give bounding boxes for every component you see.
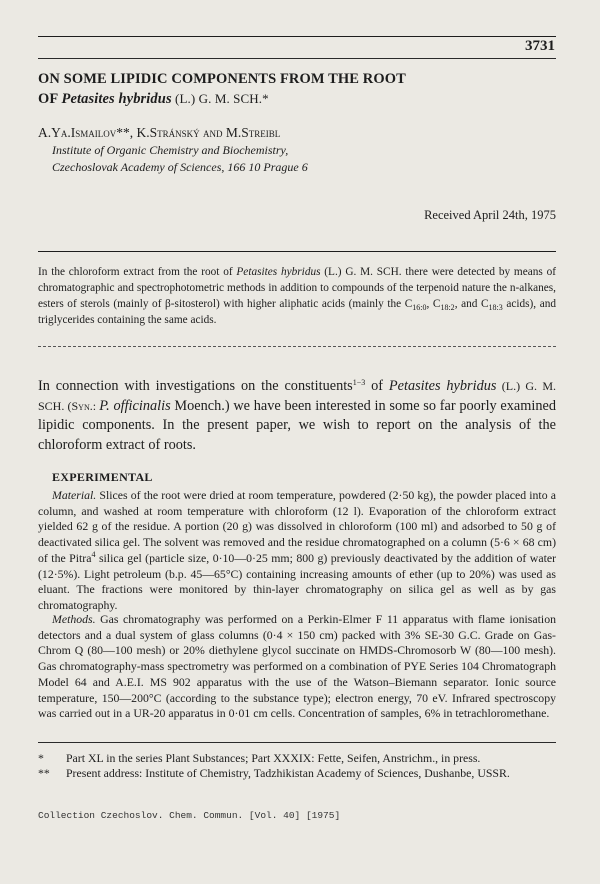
material-paragraph <box>38 488 556 614</box>
affiliation <box>52 142 308 176</box>
section-heading-experimental: EXPERIMENTAL <box>52 470 153 484</box>
abstract-text-5: acids), and triglycerides containing the same acids. <box>38 298 557 326</box>
abstract-text-3: , C <box>426 298 441 310</box>
footnote-2 <box>38 765 556 781</box>
intro-text-4: Moench.) we have been interested in some so far poorly examined lipidic components. In the present paper, we wish to report on the analysis of the chloroform extract of roots. <box>38 397 557 453</box>
affiliation-line-1: Institute of Organic Chemistry and Biochemistry, <box>52 143 289 157</box>
material-text-2: silica gel (particle size, 0·10—0·25 mm; 800 g) previously deactivated by the addition of water (12·5%). Light petroleum (b.p. 45—65°C) containing increasing amounts of ether (up to 20%) was used as eluant. The fractions were monitored by thin-layer chromatography on silica gel as well as by gas chromatography. <box>38 550 557 612</box>
material-label: Material. <box>52 488 97 502</box>
abstract-sub-3: 18:3 <box>488 303 503 312</box>
material-text-1: Slices of the root were dried at room temperature, powdered (2·50 kg), the powder placed into a column, and washed at room temperature with chloroform (12 l). Evaporation of the chloroform extract yielded 62 g of the residue. A portion (20 g) was dissolved in chloroform (100 ml) and adsorbed to 50 g of deactivated silica gel. The solvent was removed and the residue chromatographed on a column (5·6 × 68 cm) of the Pitra <box>38 488 556 565</box>
abstract-species: Petasites hybridus <box>236 266 321 278</box>
abstract-text-2: (L.) G. M. SCH. there were detected by means of chromatographic and spectrophotometric methods in addition to compounds of the terpenoid nature the n-alkanes, esters of sterols (mainly of β-sitosterol) with higher aliphatic acids (mainly the C <box>38 266 556 310</box>
abstract-text-4: , and C <box>454 298 489 310</box>
introduction <box>38 377 556 455</box>
title-species: Petasites hybridus <box>61 91 172 107</box>
abstract-text-1: In the chloroform extract from the root of <box>38 266 237 278</box>
material-reference: 4 <box>91 549 96 559</box>
footnote-2-text: Present address: Institute of Chemistry, Tadzhikistan Academy of Sciences, Dushanbe, USSR. <box>66 766 510 780</box>
article-title <box>38 70 558 109</box>
footnote-rule <box>38 742 556 743</box>
title-line-2 <box>38 89 558 109</box>
intro-text-1: In connection with investigations on the constituents <box>38 378 353 394</box>
footnote-2-mark: ** <box>38 766 50 780</box>
footnote-1 <box>38 750 556 766</box>
intro-synonym: P. officinalis <box>99 397 171 414</box>
top-rule <box>38 36 556 37</box>
abstract <box>38 264 556 328</box>
intro-text-2: of <box>365 378 389 394</box>
title-prefix: OF <box>38 91 62 107</box>
author-list: A.Ya.Ismailov**, K.Stránský and M.Streibl <box>38 125 281 140</box>
abstract-bottom-rule <box>38 346 556 347</box>
title-authority: (L.) G. M. SCH.* <box>171 91 269 106</box>
methods-paragraph <box>38 612 556 722</box>
abstract-sub-2: 18:2 <box>440 303 455 312</box>
page-number: 3731 <box>525 38 555 54</box>
journal-footer: Collection Czechoslov. Chem. Commun. [Vol. 40] [1975] <box>38 810 341 821</box>
affiliation-line-2: Czechoslovak Academy of Sciences, 166 10 Prague 6 <box>52 160 308 174</box>
received-date: Received April 24th, 1975 <box>424 208 556 222</box>
title-line-1: ON SOME LIPIDIC COMPONENTS FROM THE ROOT <box>38 71 406 87</box>
intro-text-3: (L.) G. M. SCH. (Syn.: <box>38 379 556 413</box>
header-rule <box>38 58 556 59</box>
footnote-1-text: Part XL in the series Plant Substances; Part XXXIX: Fette, Seifen, Anstrichm., in press. <box>66 751 481 765</box>
methods-text: Gas chromatography was performed on a Perkin-Elmer F 11 apparatus with flame ionisation detectors and a dual system of glass columns (0·4 × 150 cm) packed with 3% SE-30 G.C. Grade on Gas-Chrom Q (80—100 mesh) or 20% diethylene glycol succinate on HMDS-Chromosorb W (80—100 mesh). Gas chromatography-mass spectrometry was performed on a combination of PYE Series 104 Chromatograph Model 64 and A.E.I. MS 902 apparatus with the use of the Watson–Biemann separator. Ionic source temperature, 150—200°C (according to the substance type); electron energy, 70 eV. Infrared spectroscopy was carried out in a UR-20 apparatus in 0·01 cm cells. Concentration of samples, 6% in tetrachloromethane. <box>38 612 556 721</box>
footnote-1-mark: * <box>38 751 44 765</box>
abstract-sub-1: 16:0 <box>412 303 427 312</box>
authors <box>38 125 280 141</box>
intro-reference: 1−3 <box>352 378 366 387</box>
abstract-top-rule <box>38 251 556 252</box>
intro-species: Petasites hybridus <box>388 378 497 394</box>
methods-label: Methods. <box>52 612 96 626</box>
